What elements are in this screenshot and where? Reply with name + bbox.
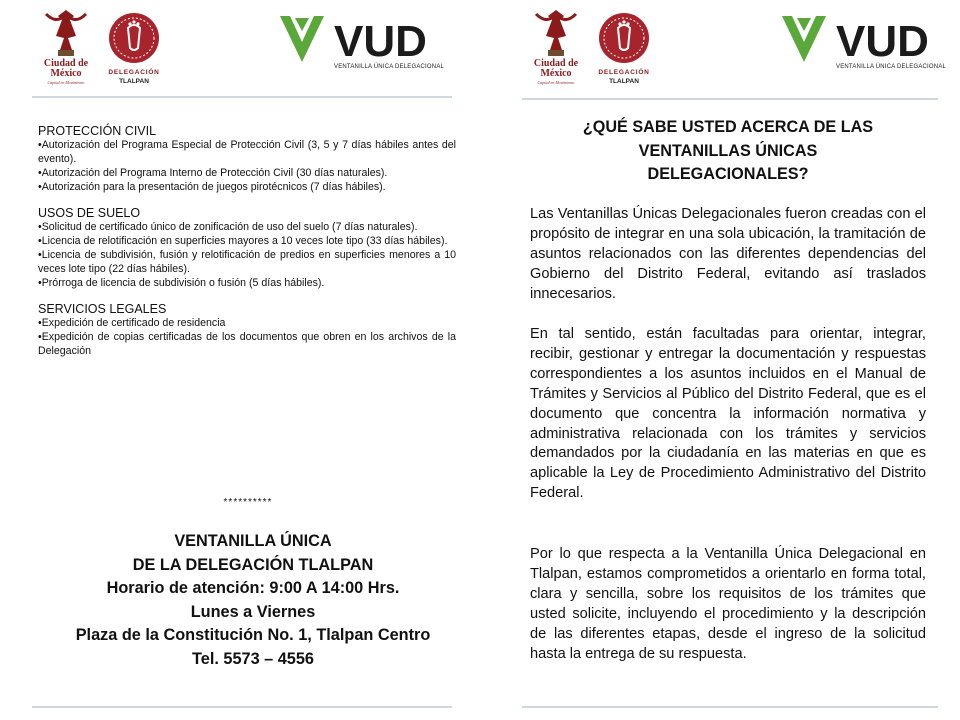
ciudad-de-mexico-logo [36,6,96,88]
delegacion-tlalpan-logo [594,10,654,88]
contact-days: Lunes a Viernes [190,602,316,621]
list-item: •Autorización del Programa Especial de Protección Civil (3, 5 y 7 días hábiles antes del evento). [38,139,456,165]
right-panel [518,0,947,720]
tlalpan-line2: TLALPAN [609,78,639,85]
vud-logo [278,12,448,72]
paragraph-intro: Las Ventanillas Únicas Delegacionales fueron creadas con el propósito de integrar en una sola ubicación, la tramitación de asuntos relacionados con las diferentes dependencias del Gobierno del Distrito Federal, evitando así traslados innecesarios. [530,206,926,302]
section-title-servicios-legales: SERVICIOS LEGALES [38,302,167,316]
list-item: •Solicitud de certificado único de zonificación de uso del suelo (7 días naturales). [38,221,418,233]
paragraph-faculties: En tal sentido, están facultadas para orientar, integrar, recibir, gestionar y entregar la documentación y respuestas correspondientes a los asuntos incluidos en el Manual de Trámites y Servicios al Público del Distrito Federal, que es el documento que concentra la información normativa y administrativa relacionada con los trámites y servicios demandados por la ciudadanía en las materias en que es aplicable la Ley de Procedimiento Administrativo del Distrito Federal. [530,326,926,502]
contact-line: DE LA DELEGACIÓN TLALPAN [132,555,374,574]
list-item: •Autorización del Programa Interno de Protección Civil (30 días naturales). [38,167,388,179]
paragraph-commitment: Por lo que respecta a la Ventanilla Única Delegacional en Tlalpan, estamos comprometidos a orientarlo en forma total, clara y sencilla, sobre los requisitos de los trámites que usted solicite, incluyendo el procedimiento y la descripción de las diferentes etapas, desde el ingreso de la solicitud hasta la entrega de su respuesta. [530,546,926,662]
section-title-usos-de-suelo: USOS DE SUELO [38,206,141,220]
cdmx-line2: México [50,68,82,79]
vud-subtitle: VENTANILLA ÚNICA DELEGACIONAL [334,64,445,70]
title-line: DELEGACIONALES? [647,165,809,183]
vud-text: VUD [334,17,427,64]
contact-address: Plaza de la Constitución No. 1, Tlalpan Centro [75,626,431,644]
cdmx-line2: México [540,68,572,79]
left-header [28,0,458,92]
contact-line: VENTANILLA ÚNICA [174,532,332,550]
list-item: •Licencia de relotificación en superficies mayores a 10 veces lote tipo (33 días hábiles). [38,235,448,247]
ciudad-de-mexico-logo [526,6,586,88]
contact-hours: Horario de atención: 9:00 A 14:00 Hrs. [106,579,400,597]
cdmx-line1: Ciudad de [43,58,89,69]
cdmx-tagline: Capital en Movimiento [537,80,575,85]
page-title [518,116,938,187]
list-item: •Autorización para la presentación de juegos pirotécnicos (7 días hábiles). [38,181,386,193]
separator-stars: ********** [223,497,273,508]
vud-logo [780,12,950,72]
tlalpan-line1: DELEGACIÓN [598,69,650,76]
footer-divider [32,706,452,708]
contact-phone: Tel. 5573 – 4556 [192,649,314,668]
list-item: •Expedición de copias certificadas de los documentos que obren en los archivos de la Delegación [38,331,456,357]
services-list [38,124,456,358]
header-divider [32,96,452,98]
contact-block [28,530,478,671]
right-header [518,0,947,92]
vud-text: VUD [836,17,929,64]
left-panel [28,0,458,720]
title-line: VENTANILLAS ÚNICAS [638,141,818,160]
delegacion-tlalpan-logo [104,10,164,88]
cdmx-tagline: Capital en Movimiento [47,80,85,85]
tlalpan-line2: TLALPAN [119,78,149,85]
vud-subtitle: VENTANILLA ÚNICA DELEGACIONAL [836,64,947,70]
footer-divider [522,706,938,708]
header-divider [522,98,938,100]
cdmx-line1: Ciudad de [533,58,579,69]
list-item: •Licencia de subdivisión, fusión y relotificación de predios en superficies menores a 10 veces lote tipo (22 días hábiles). [38,249,456,275]
list-item: •Expedición de certificado de residencia [38,317,226,329]
tlalpan-line1: DELEGACIÓN [108,69,160,76]
title-line: ¿QUÉ SABE USTED ACERCA DE LAS [582,118,874,136]
section-title-proteccion-civil: PROTECCIÓN CIVIL [38,124,157,138]
list-item: •Prórroga de licencia de subdivisión o fusión (5 días hábiles). [38,277,325,289]
